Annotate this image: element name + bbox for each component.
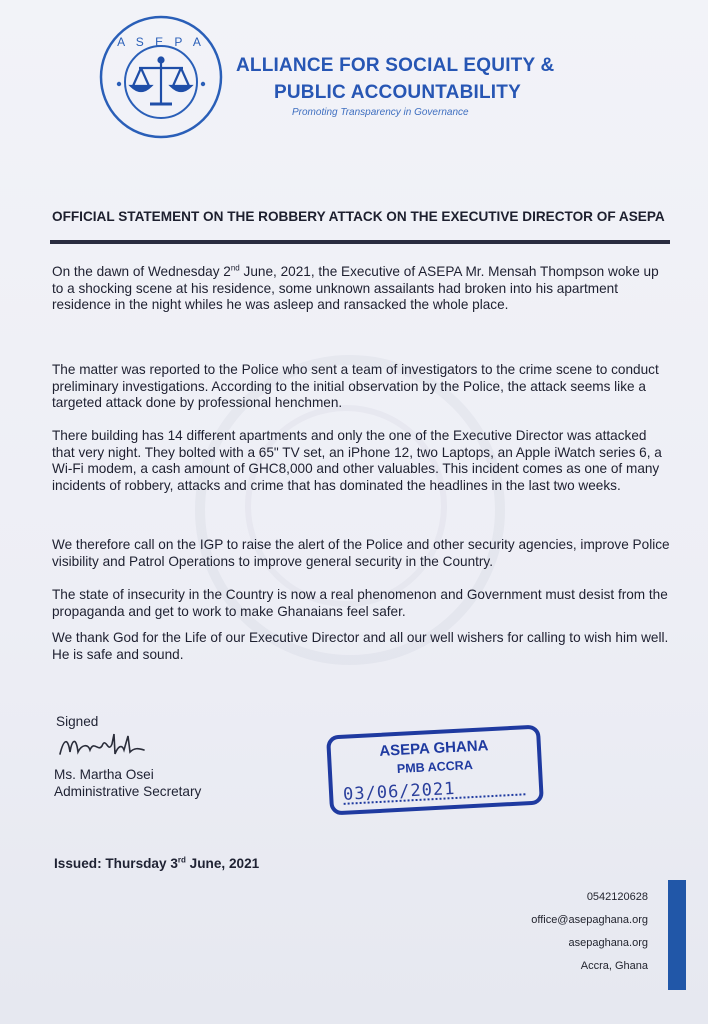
scales-icon bbox=[131, 58, 191, 105]
official-stamp bbox=[326, 724, 544, 815]
stamp-line-2: PMB ACCRA bbox=[396, 758, 474, 776]
contact-email: office@asepaghana.org bbox=[531, 914, 648, 926]
paragraph-2: The matter was reported to the Police who sent a team of investigators to the crime scene to conduct preliminary investigations. According to the initial observation by the Police, the attack seems like a targeted attack done by professional henchmen. bbox=[52, 362, 659, 410]
signed-label: Signed bbox=[56, 714, 99, 729]
logo-ring-text: A S E P A bbox=[117, 35, 205, 49]
contact-location: Accra, Ghana bbox=[580, 960, 648, 972]
paragraph-6: We thank God for the Life of our Executive Director and all our well wishers for calling to wish him well. He is safe and sound. bbox=[52, 630, 669, 662]
contact-phone: 0542120628 bbox=[586, 891, 648, 903]
signer-title: Administrative Secretary bbox=[54, 784, 202, 799]
signer-block bbox=[54, 766, 201, 800]
signer-name: Ms. Martha Osei bbox=[54, 767, 154, 782]
asepa-logo bbox=[98, 12, 224, 142]
paragraph-3: There building has 14 different apartments and only the one of the Executive Director was attacked that very night. They bolted with a 65" TV set, an iPhone 12, two Laptops, an Apple iWatch series 6, a Wi-Fi modem, a cash amount of GHC8,000 and other valuables. This incident comes as one of many incidents of robbery, attacks and crime that has dominated the headlines in the last two weeks. bbox=[52, 428, 662, 493]
heading-divider bbox=[50, 240, 670, 244]
organization-name bbox=[236, 52, 636, 106]
stamp-line-1: ASEPA GHANA bbox=[378, 737, 489, 760]
contact-website: asepaghana.org bbox=[568, 937, 648, 949]
issued-date: Issued: Thursday 3rd June, 2021 bbox=[54, 855, 260, 871]
footer-accent-bar bbox=[668, 880, 686, 990]
stamp-date: 03/06/2021 bbox=[342, 778, 456, 805]
paragraph-4: We therefore call on the IGP to raise the alert of the Police and other security agencies, improve Police visibility and Patrol Operations to improve general security in the Country. bbox=[52, 537, 670, 569]
handwritten-signature bbox=[58, 730, 148, 760]
paragraph-1: On the dawn of Wednesday 2nd June, 2021, the Executive of ASEPA Mr. Mensah Thompson woke up to a shocking scene at his residence, some unknown assailants had broken into his apartment residence in the night whiles he was asleep and ransacked the whole place. bbox=[52, 263, 659, 312]
contact-block bbox=[531, 886, 648, 978]
org-name-line-2: PUBLIC ACCOUNTABILITY bbox=[274, 82, 521, 103]
org-name-line-1: ALLIANCE FOR SOCIAL EQUITY & bbox=[236, 55, 555, 76]
paragraph-5: The state of insecurity in the Country is now a real phenomenon and Government must desist from the propaganda and get to work to make Ghanaians feel safer. bbox=[52, 587, 668, 619]
tagline: Promoting Transparency in Governance bbox=[292, 107, 469, 118]
statement-heading: OFFICIAL STATEMENT ON THE ROBBERY ATTACK ON THE EXECUTIVE DIRECTOR OF ASEPA bbox=[52, 209, 665, 224]
